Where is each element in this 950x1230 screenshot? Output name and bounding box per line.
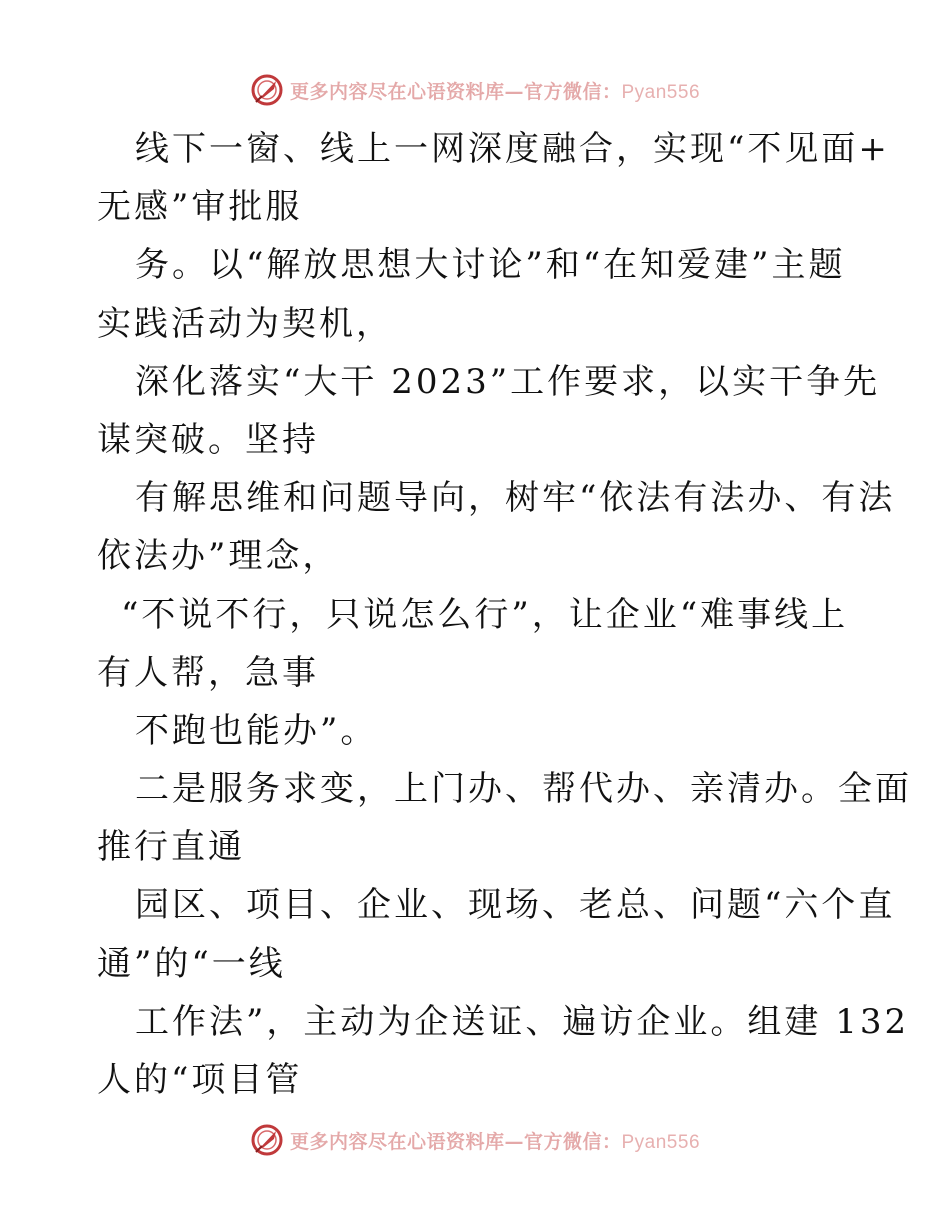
body-line: 实践活动为契机， — [97, 303, 393, 344]
body-line: 园区、项目、企业、现场、老总、问题“六个直 — [135, 885, 896, 926]
quill-logo-icon — [250, 1123, 284, 1157]
body-line: 不跑也能办”。 — [135, 710, 378, 751]
watermark-account: Pyan556 — [621, 1131, 701, 1153]
watermark-account: Pyan556 — [621, 81, 701, 103]
watermark-text — [290, 77, 700, 104]
body-line: 线下一窗、线上一网深度融合，实现“不见面+ — [135, 129, 890, 169]
body-line: 深化落实“大干 2023”工作要求，以实干争先 — [135, 361, 881, 402]
body-line: 依法办”理念， — [97, 536, 340, 577]
watermark-brand: 更多内容尽在心语资料库 — [289, 1130, 505, 1153]
body-line: 务。以“解放思想大讨论”和“在知爱建”主题 — [135, 245, 846, 286]
body-line: 推行直通 — [97, 827, 245, 868]
header-watermark — [0, 68, 950, 112]
body-line: 有人帮，急事 — [97, 652, 319, 693]
footer-watermark — [0, 1118, 950, 1162]
body-line: 工作法”，主动为企送证、遍访企业。组建 132 — [135, 1001, 910, 1042]
watermark-official-label: 官方微信： — [523, 1130, 622, 1153]
document-body — [97, 120, 912, 1109]
watermark-text — [290, 1127, 700, 1154]
body-line: 无感”审批服 — [97, 187, 303, 228]
body-line: 通”的“一线 — [97, 943, 286, 984]
body-line: 有解思维和问题导向，树牢“依法有法办、有法 — [135, 478, 896, 519]
watermark-brand: 更多内容尽在心语资料库 — [289, 80, 505, 103]
body-line: 谋突破。坚持 — [97, 419, 319, 460]
watermark-separator: — — [504, 1130, 524, 1153]
body-line: 人的“项目管 — [97, 1060, 303, 1100]
quill-logo-icon — [250, 73, 284, 107]
body-line: 二是服务求变，上门办、帮代办、亲清办。全面 — [135, 769, 912, 810]
watermark-official-label: 官方微信： — [523, 80, 622, 103]
body-line: “不说不行，只说怎么行”，让企业“难事线上 — [121, 594, 849, 635]
watermark-separator: — — [504, 80, 524, 103]
